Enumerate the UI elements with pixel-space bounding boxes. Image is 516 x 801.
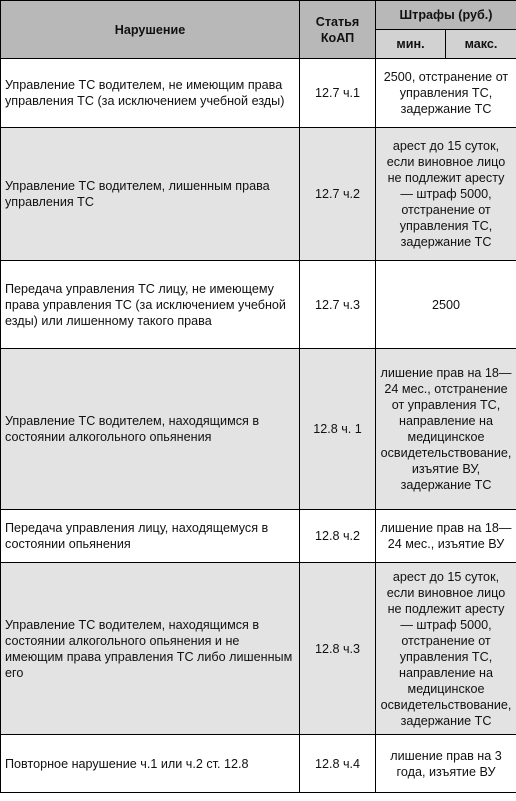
penalty-cell: лишение прав на 18—24 мес., изъятие ВУ — [376, 510, 516, 563]
penalty-cell: 2500, отстранение от управления ТС, задержание ТС — [376, 59, 516, 128]
table-row — [1, 261, 516, 349]
violation-cell: Передача управления лицу, находящемуся в состоянии опьянения — [1, 510, 300, 563]
violation-cell: Управление ТС водителем, не имеющим права управления ТС (за исключением учебной езды) — [1, 59, 300, 128]
penalty-cell: лишение прав на 3 года, изъятие ВУ — [376, 735, 516, 793]
table-row — [1, 735, 516, 793]
violation-cell: Управление ТС водителем, лишенным права управления ТС — [1, 128, 300, 261]
header-violation: Нарушение — [1, 1, 300, 59]
article-cell: 12.8 ч.2 — [300, 510, 376, 563]
header-row — [1, 1, 516, 30]
article-cell: 12.7 ч.3 — [300, 261, 376, 349]
table-row — [1, 59, 516, 128]
penalty-cell: арест до 15 суток, если виновное лицо не подлежит аресту — штраф 5000, отстранение от управления ТС, направление на медицинское освидетельствование, задержание ТС — [376, 563, 516, 735]
table-row — [1, 128, 516, 261]
table-row — [1, 510, 516, 563]
penalty-cell: лишение прав на 18—24 мес., отстранение от управления ТС, направление на медицинское освидетельствование, изъятие ВУ, задержание ТС — [376, 349, 516, 510]
article-cell: 12.7 ч.2 — [300, 128, 376, 261]
header-fines: Штрафы (руб.) — [376, 1, 516, 30]
violation-cell: Передача управления ТС лицу, не имеющему права управления ТС (за исключением учебной езды) или лишенному такого права — [1, 261, 300, 349]
header-article: Статья КоАП — [300, 1, 376, 59]
header-max: макс. — [446, 30, 516, 59]
article-cell: 12.8 ч.4 — [300, 735, 376, 793]
article-cell: 12.7 ч.1 — [300, 59, 376, 128]
article-cell: 12.8 ч. 1 — [300, 349, 376, 510]
violation-cell: Управление ТС водителем, находящимся в состоянии алкогольного опьянения и не имеющим права управления ТС либо лишенным его — [1, 563, 300, 735]
penalty-cell: 2500 — [376, 261, 516, 349]
violation-cell: Управление ТС водителем, находящимся в состоянии алкогольного опьянения — [1, 349, 300, 510]
article-cell: 12.8 ч.3 — [300, 563, 376, 735]
table-row — [1, 563, 516, 735]
header-min: мин. — [376, 30, 446, 59]
penalty-cell: арест до 15 суток, если виновное лицо не подлежит аресту — штраф 5000, отстранение от управления ТС, задержание ТС — [376, 128, 516, 261]
table-row — [1, 349, 516, 510]
violation-cell: Повторное нарушение ч.1 или ч.2 ст. 12.8 — [1, 735, 300, 793]
